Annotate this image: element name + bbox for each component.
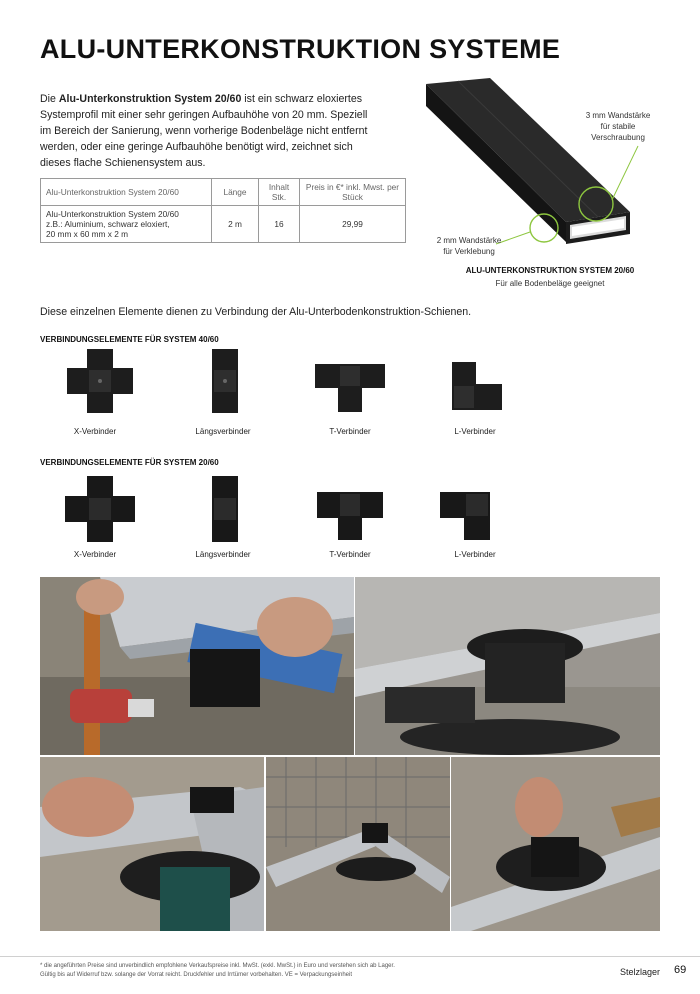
label-l-connector-20-60: L-Verbinder <box>454 550 496 559</box>
l-connector-40-60-image <box>420 346 530 416</box>
connectors-intro-text: Diese einzelnen Elemente dienen zu Verbindung der Alu-Unterbodenkonstruktion-Schienen. <box>40 306 472 318</box>
label-l-connector-40-60: L-Verbinder <box>454 427 496 436</box>
label-longitudinal-connector-40-60: Längsverbinder <box>195 427 251 436</box>
table-cell-qty: 16 <box>259 206 300 243</box>
section-heading-system-40-60: VERBINDUNGSELEMENTE FÜR SYSTEM 40/60 <box>40 335 219 344</box>
annotation-3mm <box>572 110 664 143</box>
label-x-connector-40-60: X-Verbinder <box>73 427 117 436</box>
x-connector-20-60-image <box>45 474 155 544</box>
table-cell-length: 2 m <box>212 206 259 243</box>
longitudinal-connector-40-60-image <box>170 346 280 416</box>
table-header-qty: Inhalt Stk. <box>259 179 300 206</box>
page-number: 69 <box>674 964 687 976</box>
photo-drilling-connection <box>40 757 264 931</box>
intro-product-name: Alu-Unterkonstruktion System 20/60 <box>58 93 242 105</box>
page-title: ALU-UNTERKONSTRUKTION SYSTEME <box>40 34 561 64</box>
product-name-line1: Alu-Unterkonstruktion System 20/60 <box>46 209 179 219</box>
profile-caption-title: ALU-UNTERKONSTRUKTION SYSTEM 20/60 <box>465 266 635 275</box>
photo-assembly-with-mallet <box>40 577 354 755</box>
section-heading-system-20-60: VERBINDUNGSELEMENTE FÜR SYSTEM 20/60 <box>40 458 219 467</box>
table-header-price: Preis in €* inkl. Mwst. per Stück <box>300 179 406 206</box>
footer-disclaimer-line1: * die angeführten Preise sind unverbindlich empfohlene Verkaufspreise inkl. MwSt. (exkl. MwSt.) in Euro und verstehen sich ab Lager. <box>40 963 395 969</box>
l-connector-20-60-image <box>420 474 530 544</box>
footer-section-name: Stelzlager <box>620 967 661 977</box>
table-cell-product <box>41 206 212 243</box>
footer-disclaimer <box>40 962 580 979</box>
intro-text: ist ein schwarz eloxiertes Systemprofil mit einer sehr geringen Aufbauhöhe von 20 mm. Speziell im Bereich der Sanierung, wenn vorherige Bodenbeläge nicht entfernt werden, oder eine geringe Aufbauhöhe benötigt wird, zeichnet sich dieses flache Schienensystem aus. <box>40 93 368 169</box>
t-connector-20-60-image <box>295 474 405 544</box>
product-name-line3: 20 mm x 60 mm x 2 m <box>46 229 129 239</box>
spec-table <box>40 178 406 243</box>
label-t-connector-40-60: T-Verbinder <box>329 427 371 436</box>
photo-tile-on-pedestal <box>355 577 660 755</box>
annotation-2mm-line1: 2 mm Wandstärke <box>436 236 502 245</box>
table-header-length: Länge <box>212 179 259 206</box>
product-name-line2: z.B.: Aluminium, schwarz eloxiert, <box>46 219 170 229</box>
annotation-2mm <box>424 235 514 257</box>
footer-disclaimer-line2: Gültig bis auf Widerruf bzw. solange der Vorrat reicht. Druckfehler und Irrtümer vorbehalten. VE = Verpackungseinheit <box>40 971 352 978</box>
aluminium-profile-illustration <box>418 72 668 262</box>
table-header-row <box>41 179 406 206</box>
photo-rail-junction-near-fence <box>266 757 450 931</box>
intro-paragraph <box>40 91 380 171</box>
t-connector-40-60-image <box>295 346 405 416</box>
annotation-2mm-line2: für Verklebung <box>443 247 495 256</box>
label-x-connector-20-60: X-Verbinder <box>73 550 117 559</box>
photo-placing-connector <box>451 757 660 931</box>
table-header-product: Alu-Unterkonstruktion System 20/60 <box>41 179 212 206</box>
label-longitudinal-connector-20-60: Längsverbinder <box>195 550 251 559</box>
x-connector-40-60-image <box>45 346 155 416</box>
table-cell-price: 29,99 <box>300 206 406 243</box>
footer-divider <box>0 956 700 957</box>
annotation-3mm-line2: für stabile <box>600 122 636 131</box>
table-row <box>41 206 406 243</box>
intro-prefix: Die <box>40 93 59 105</box>
label-t-connector-20-60: T-Verbinder <box>329 550 371 559</box>
annotation-3mm-line1: 3 mm Wandstärke <box>585 111 651 120</box>
annotation-3mm-line3: Verschraubung <box>591 133 645 142</box>
profile-caption-subtitle: Für alle Bodenbeläge geeignet <box>495 279 605 288</box>
longitudinal-connector-20-60-image <box>170 474 280 544</box>
